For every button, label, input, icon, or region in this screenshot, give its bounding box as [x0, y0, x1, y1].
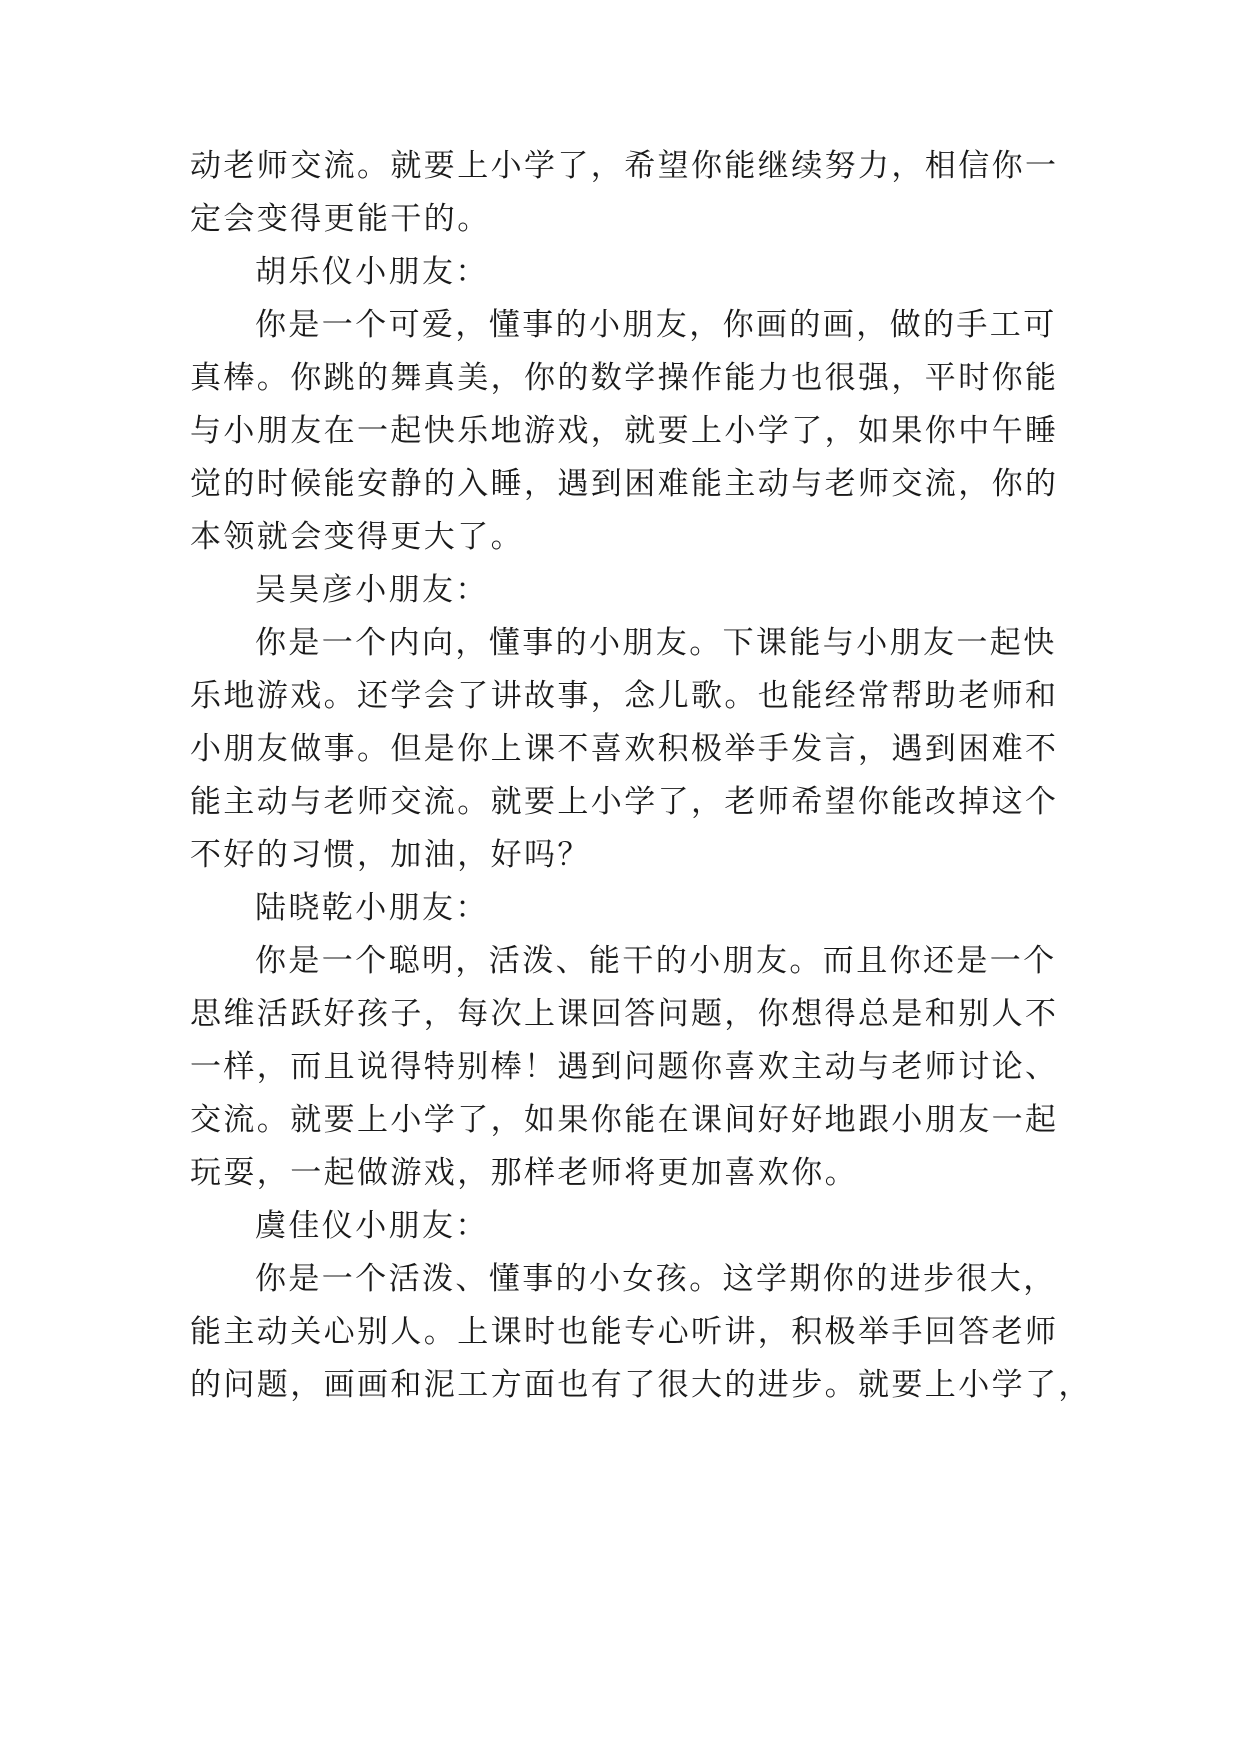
student-name-heading: 虞佳仪小朋友：	[255, 1208, 489, 1244]
body-text-line: 的问题，画画和泥工方面也有了很大的进步。就要上小学了，	[190, 1367, 1092, 1403]
body-text-line: 你是一个内向，懂事的小朋友。下课能与小朋友一起快	[255, 625, 1057, 661]
body-text-line: 玩耍，一起做游戏，那样老师将更加喜欢你。	[190, 1155, 858, 1191]
body-text-line: 你是一个可爱，懂事的小朋友，你画的画，做的手工可	[255, 307, 1057, 343]
body-text-line: 你是一个活泼、懂事的小女孩。这学期你的进步很大，	[255, 1261, 1057, 1297]
body-text-line: 与小朋友在一起快乐地游戏，就要上小学了，如果你中午睡	[190, 413, 1059, 449]
student-name-heading: 胡乐仪小朋友：	[255, 254, 489, 290]
body-text-line: 你是一个聪明，活泼、能干的小朋友。而且你还是一个	[255, 943, 1057, 979]
body-text-line: 思维活跃好孩子，每次上课回答问题，你想得总是和别人不	[190, 996, 1059, 1032]
body-text-line: 本领就会变得更大了。	[190, 519, 524, 555]
body-text-line: 定会变得更能干的。	[190, 201, 491, 237]
body-text-line: 真棒。你跳的舞真美，你的数学操作能力也很强，平时你能	[190, 360, 1059, 396]
body-text-line: 交流。就要上小学了，如果你能在课间好好地跟小朋友一起	[190, 1102, 1059, 1138]
body-text-line: 觉的时候能安静的入睡，遇到困难能主动与老师交流，你的	[190, 466, 1059, 502]
body-text-line: 不好的习惯，加油，好吗？	[190, 837, 591, 873]
body-text-line: 小朋友做事。但是你上课不喜欢积极举手发言，遇到困难不	[190, 731, 1059, 767]
body-text-line: 乐地游戏。还学会了讲故事，念儿歌。也能经常帮助老师和	[190, 678, 1059, 714]
body-text-line: 能主动与老师交流。就要上小学了，老师希望你能改掉这个	[190, 784, 1059, 820]
body-text-line: 一样，而且说得特别棒！遇到问题你喜欢主动与老师讨论、	[190, 1049, 1059, 1085]
body-text-line: 能主动关心别人。上课时也能专心听讲，积极举手回答老师	[190, 1314, 1059, 1350]
body-text-line: 动老师交流。就要上小学了，希望你能继续努力，相信你一	[190, 148, 1059, 184]
student-name-heading: 陆晓乾小朋友：	[255, 890, 489, 926]
student-name-heading: 吴昊彦小朋友：	[255, 572, 489, 608]
